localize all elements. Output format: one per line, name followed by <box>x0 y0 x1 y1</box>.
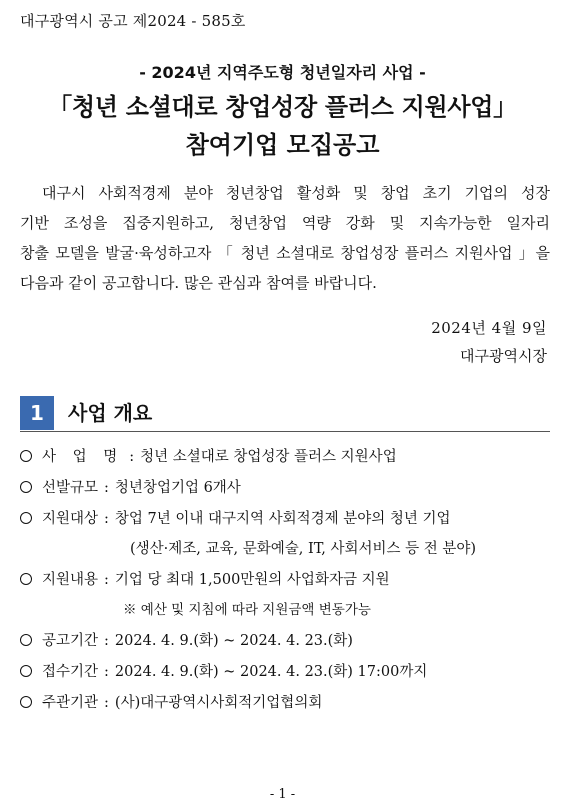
item-colon: : <box>104 633 109 649</box>
section-header <box>20 396 550 430</box>
circle-bullet-icon <box>20 696 32 708</box>
intro-paragraph <box>20 178 550 298</box>
notice-date: 2024년 4월 9일 <box>431 319 547 337</box>
item-value: 기업 당 최대 1,500만원의 사업화자금 지원 <box>114 572 390 588</box>
item-colon: : <box>104 664 109 680</box>
list-item-application-period <box>20 660 427 681</box>
support-note: ※ 예산 및 지침에 따라 지원금액 변동가능 <box>123 602 371 618</box>
item-value: 2024. 4. 9.(화) ~ 2024. 4. 23.(화) 17:00까지 <box>114 664 428 680</box>
item-colon: : <box>104 695 109 711</box>
item-value: (사)대구광역시사회적기업협의회 <box>114 695 323 711</box>
intro-line-2: 기반 조성을 집중지원하고, 청년창업 역량 강화 및 지속가능한 일자리 <box>20 214 550 232</box>
item-colon: : <box>104 572 109 588</box>
item-label: 선발규모 <box>42 480 99 496</box>
list-item-eligibility <box>20 507 451 528</box>
intro-line-4: 다음과 같이 공고합니다. 많은 관심과 참여를 바랍니다. <box>20 274 377 292</box>
item-colon: : <box>104 511 109 527</box>
item-label: 지원대상 <box>42 511 99 527</box>
list-item-support-content <box>20 568 390 589</box>
item-label: 지원내용 <box>42 572 99 588</box>
item-label: 공고기간 <box>42 633 99 649</box>
item-label: 접수기간 <box>42 664 99 680</box>
notice-number: 대구광역시 공고 제2024 - 585호 <box>20 12 246 30</box>
recruitment-title: 참여기업 모집공고 <box>185 131 380 159</box>
list-item-selection-scale <box>20 476 241 497</box>
item-value: 창업 7년 이내 대구지역 사회적경제 분야의 청년 기업 <box>114 511 451 527</box>
circle-bullet-icon <box>20 512 32 524</box>
list-item-organizer <box>20 691 322 712</box>
item-colon: : <box>104 480 109 496</box>
list-item-program-name <box>20 445 397 466</box>
item-value: 청년창업기업 6개사 <box>114 480 241 496</box>
program-title: 「청년 소셜대로 창업성장 플러스 지원사업」 <box>48 93 517 121</box>
intro-line-1: 대구시 사회적경제 분야 청년창업 활성화 및 창업 초기 기업의 성장 <box>42 184 550 202</box>
signer: 대구광역시장 <box>460 347 547 365</box>
item-value: 청년 소셜대로 창업성장 플러스 지원사업 <box>140 449 397 465</box>
section-title: 사업 개요 <box>68 401 153 425</box>
program-subtitle: - 2024년 지역주도형 청년일자리 사업 - <box>139 63 426 82</box>
circle-bullet-icon <box>20 481 32 493</box>
item-label: 주관기관 <box>42 695 99 711</box>
item-colon: : <box>129 449 135 465</box>
section-divider <box>20 431 550 433</box>
intro-line-3: 창출 모델을 발굴·육성하고자 「 청년 소셜대로 창업성장 플러스 지원사업 」을 <box>20 244 550 262</box>
circle-bullet-icon <box>20 665 32 677</box>
circle-bullet-icon <box>20 450 32 462</box>
circle-bullet-icon <box>20 634 32 646</box>
eligibility-detail: (생산·제조, 교육, 문화예술, IT, 사회서비스 등 전 분야) <box>130 541 477 557</box>
circle-bullet-icon <box>20 573 32 585</box>
page-number: - 1 - <box>269 787 296 802</box>
item-label: 사 업 명 <box>42 449 124 465</box>
section-number-badge: 1 <box>20 396 54 430</box>
item-value: 2024. 4. 9.(화) ~ 2024. 4. 23.(화) <box>114 633 353 649</box>
list-item-notice-period <box>20 629 353 650</box>
